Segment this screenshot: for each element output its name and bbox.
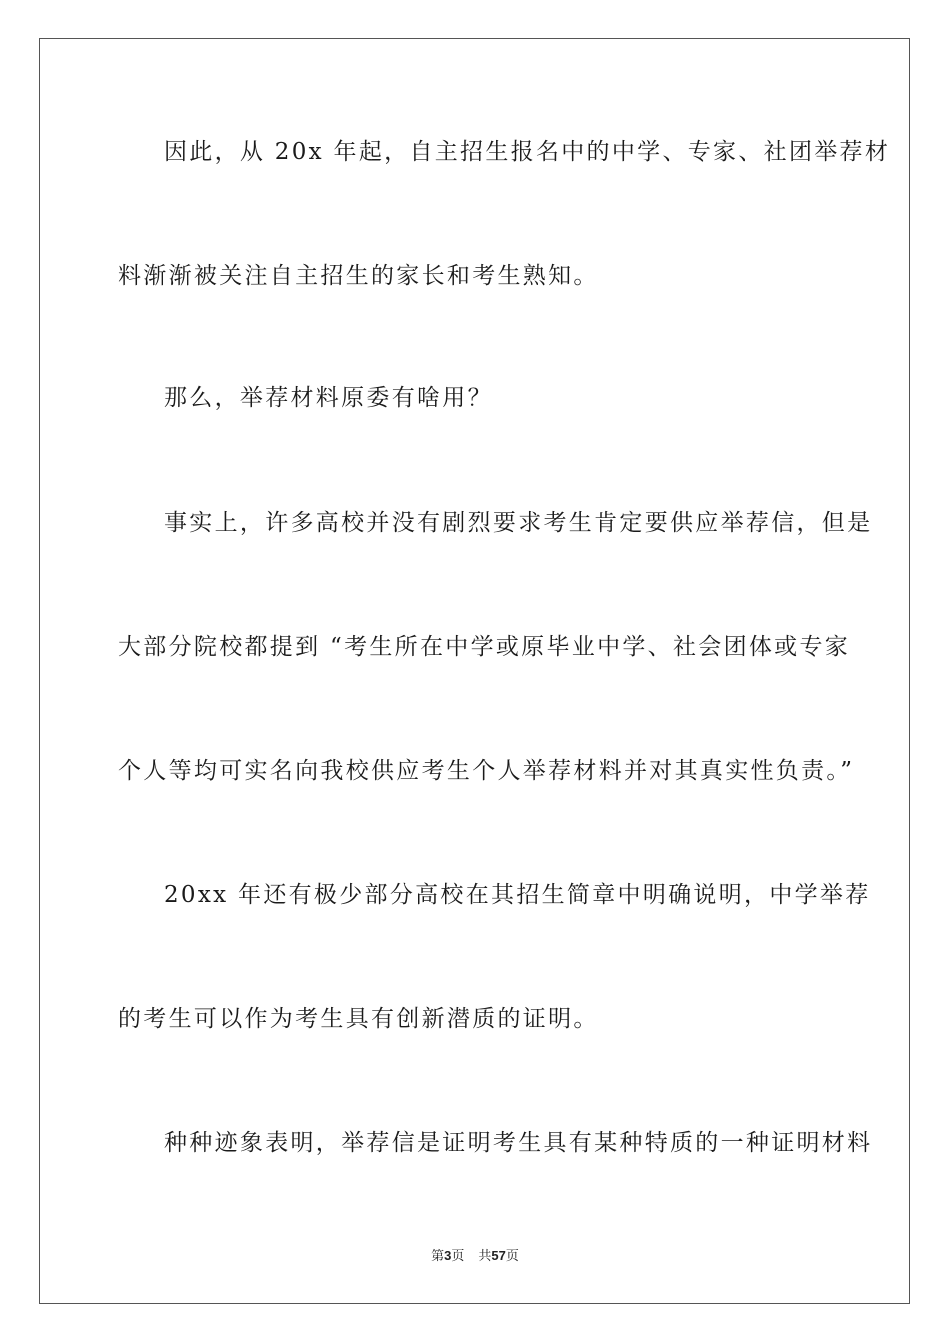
footer-total-prefix: 共 <box>478 1249 492 1264</box>
paragraph-line-8: 的考生可以作为考生具有创新潜质的证明。 <box>118 1006 599 1032</box>
paragraph-line-9: 种种迹象表明，举荐信是证明考生具有某种特质的一种证明材料 <box>164 1130 873 1156</box>
footer-page-prefix: 第 <box>431 1249 445 1264</box>
paragraph-line-6: 个人等均可实名向我校供应考生个人举荐材料并对其真实性负责。” <box>118 758 855 784</box>
paragraph-line-3: 那么，举荐材料原委有啥用？ <box>164 385 493 411</box>
paragraph-line-4: 事实上，许多高校并没有剧烈要求考生肯定要供应举荐信，但是 <box>164 510 873 536</box>
footer-page-number: 3 <box>444 1248 452 1263</box>
footer-total-suffix: 页 <box>505 1249 519 1264</box>
footer-page-suffix: 页 <box>451 1249 465 1264</box>
page-footer <box>0 1247 950 1266</box>
page-border <box>39 38 910 1304</box>
footer-total-pages: 57 <box>491 1248 506 1263</box>
paragraph-line-1: 因此，从 20x 年起，自主招生报名中的中学、专家、社团举荐材 <box>164 139 891 165</box>
paragraph-line-5: 大部分院校都提到 “考生所在中学或原毕业中学、社会团体或专家 <box>118 634 851 660</box>
paragraph-line-7: 20xx 年还有极少部分高校在其招生简章中明确说明，中学举荐 <box>164 882 871 908</box>
paragraph-line-2: 料渐渐被关注自主招生的家长和考生熟知。 <box>118 263 599 289</box>
